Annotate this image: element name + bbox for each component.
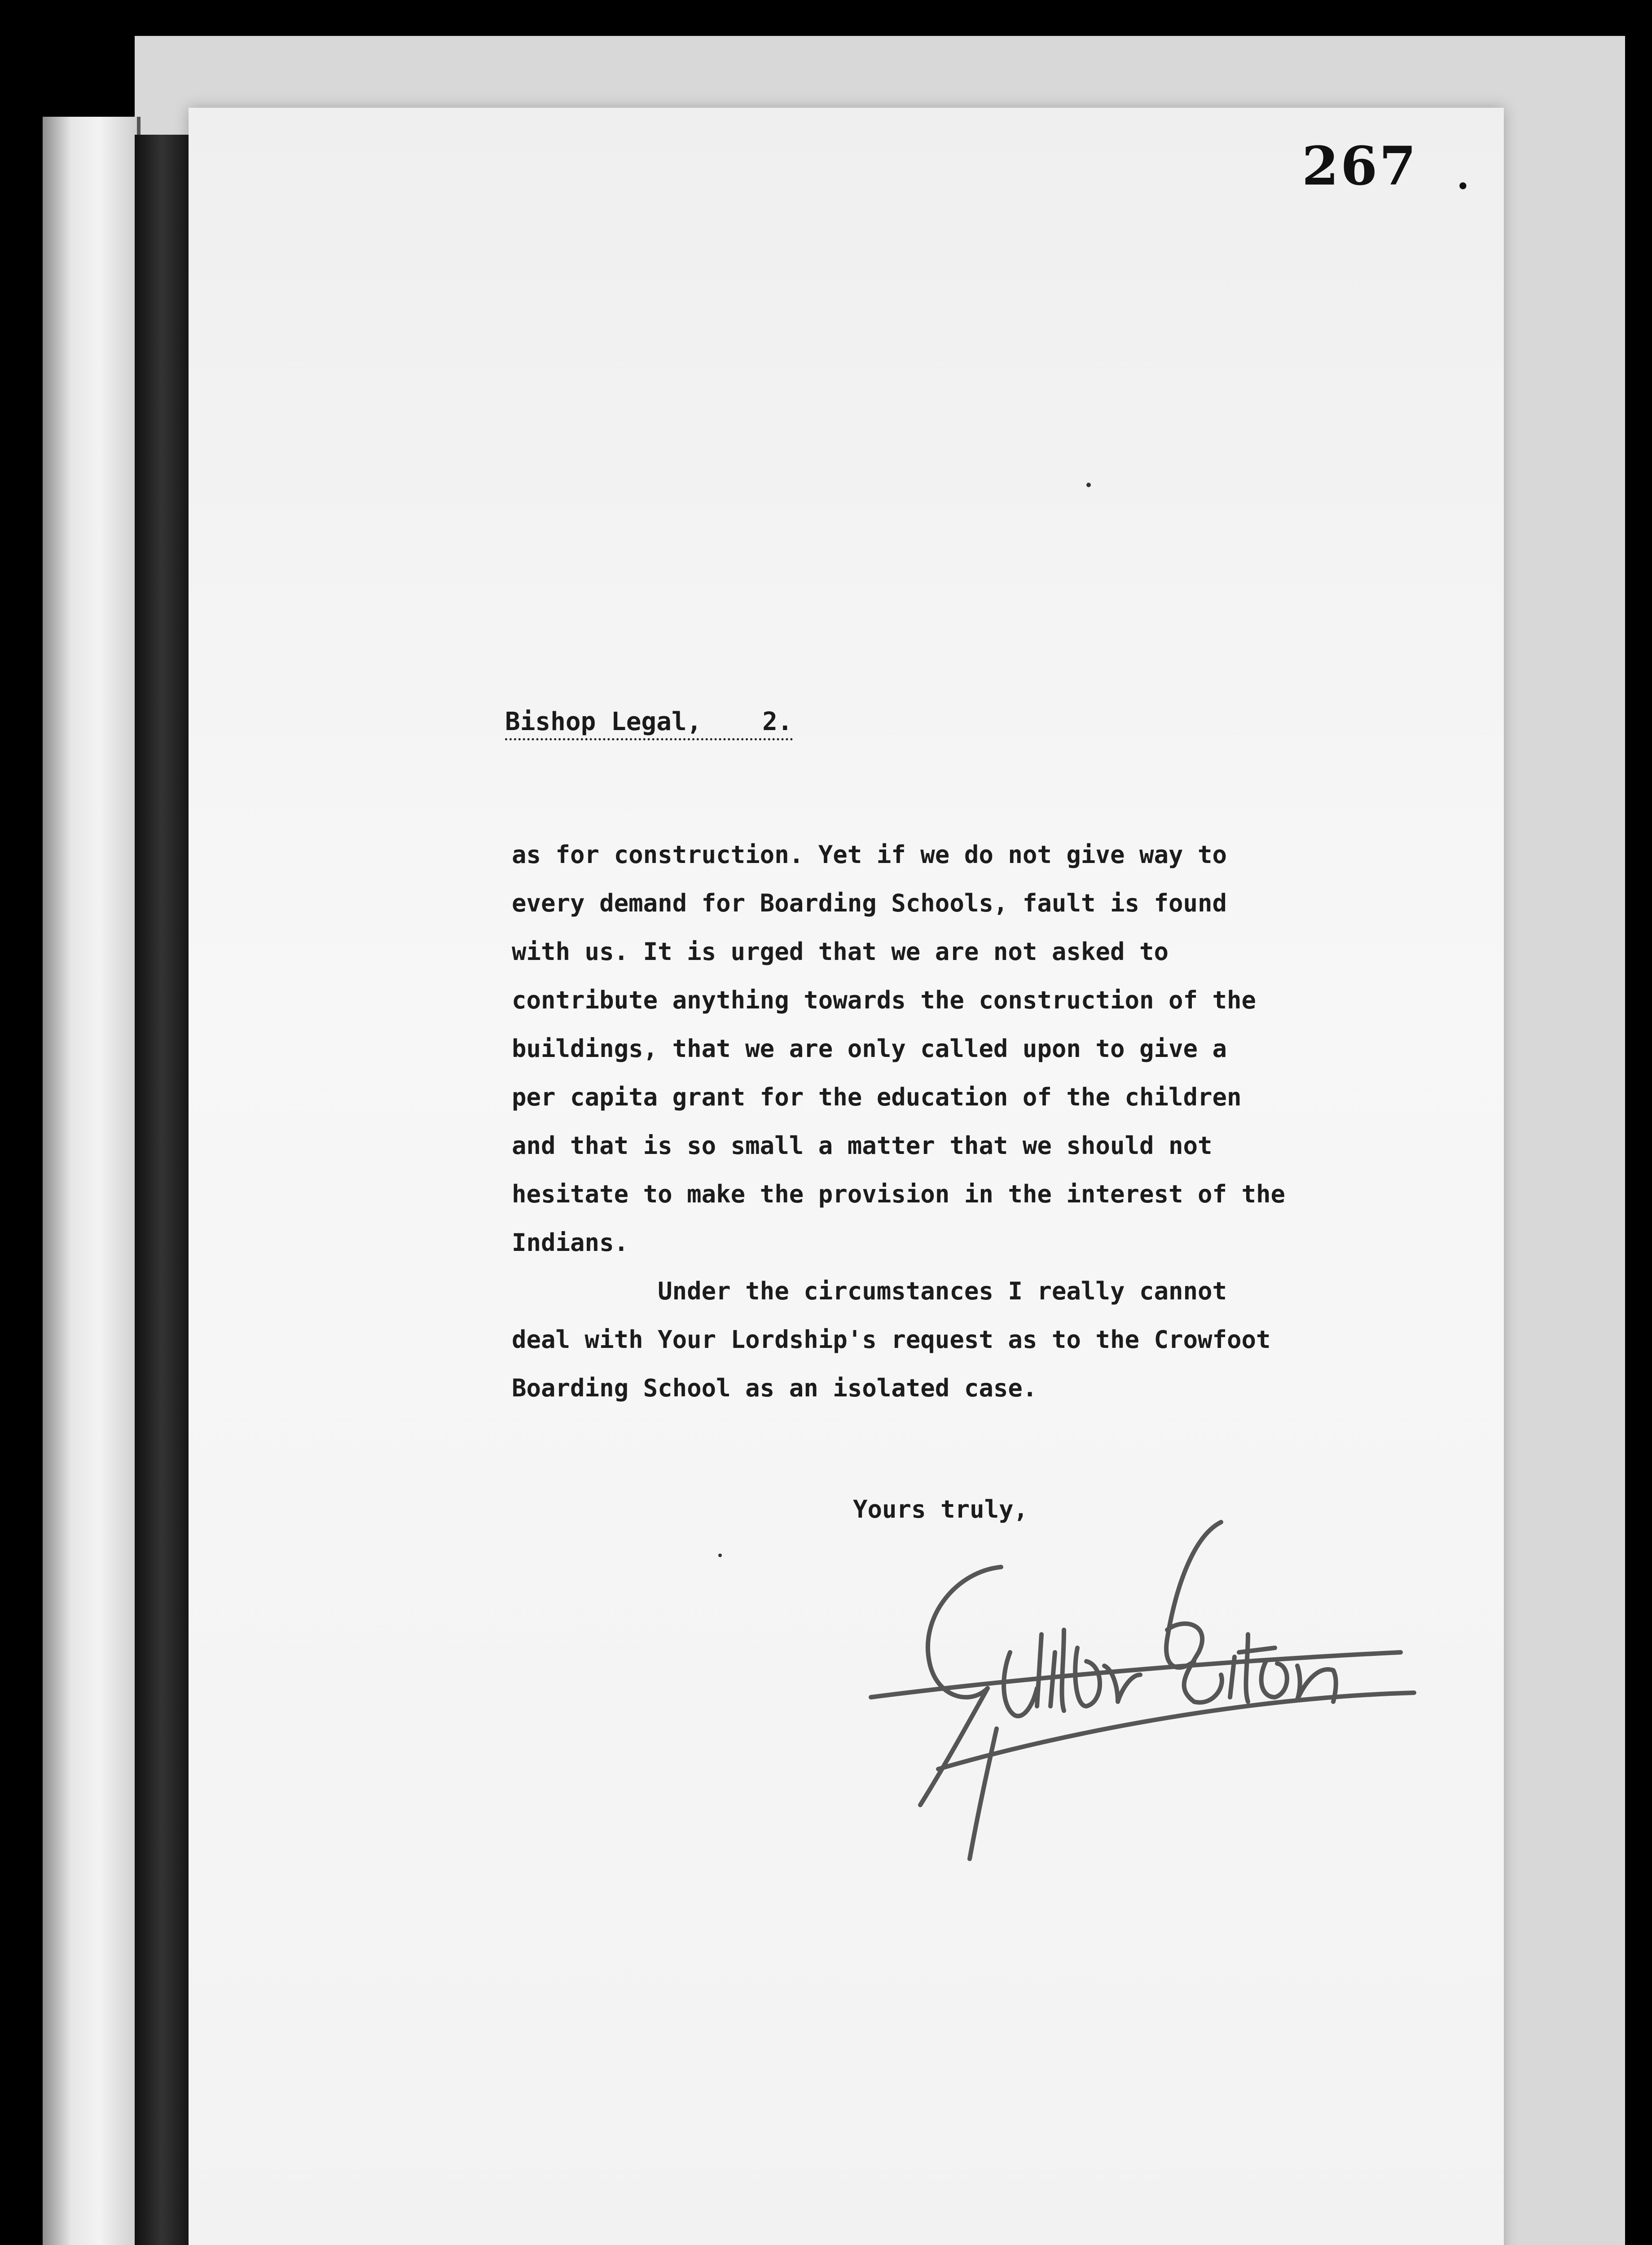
film-speck (718, 1554, 722, 1557)
letter-line: every demand for Boarding Schools, fault is found (512, 889, 1227, 917)
letter-line: per capita grant for the education of the children (512, 1083, 1242, 1111)
letter-line: deal with Your Lordship's request as to the Crowfoot (512, 1325, 1271, 1354)
letter-line: and that is so small a matter that we should not (512, 1131, 1213, 1160)
letter-line: Indians. (512, 1228, 629, 1257)
letter-line: with us. It is urged that we are not asked to (512, 938, 1169, 966)
letter-line: buildings, that we are only called upon to give a (512, 1034, 1227, 1063)
binding-shadow (135, 135, 189, 2245)
letter-closing: Yours truly, (853, 1495, 1028, 1523)
page-number: 267 (1302, 135, 1418, 197)
letter-line: contribute anything towards the construction of the (512, 986, 1257, 1014)
handwritten-signature (853, 1518, 1446, 1877)
letter-line: as for construction. Yet if we do not give way to (512, 841, 1227, 869)
letter-line: Under the circumstances I really cannot (512, 1277, 1227, 1305)
letter-body (512, 831, 1410, 1413)
letter-line: hesitate to make the provision in the interest of the (512, 1180, 1286, 1208)
underlying-page-edge (43, 117, 141, 2245)
film-speck (1086, 483, 1091, 487)
letter-heading: Bishop Legal, 2. (505, 707, 793, 740)
page-number-dot: . (1454, 139, 1472, 201)
letter-line: Boarding School as an isolated case. (512, 1374, 1037, 1402)
